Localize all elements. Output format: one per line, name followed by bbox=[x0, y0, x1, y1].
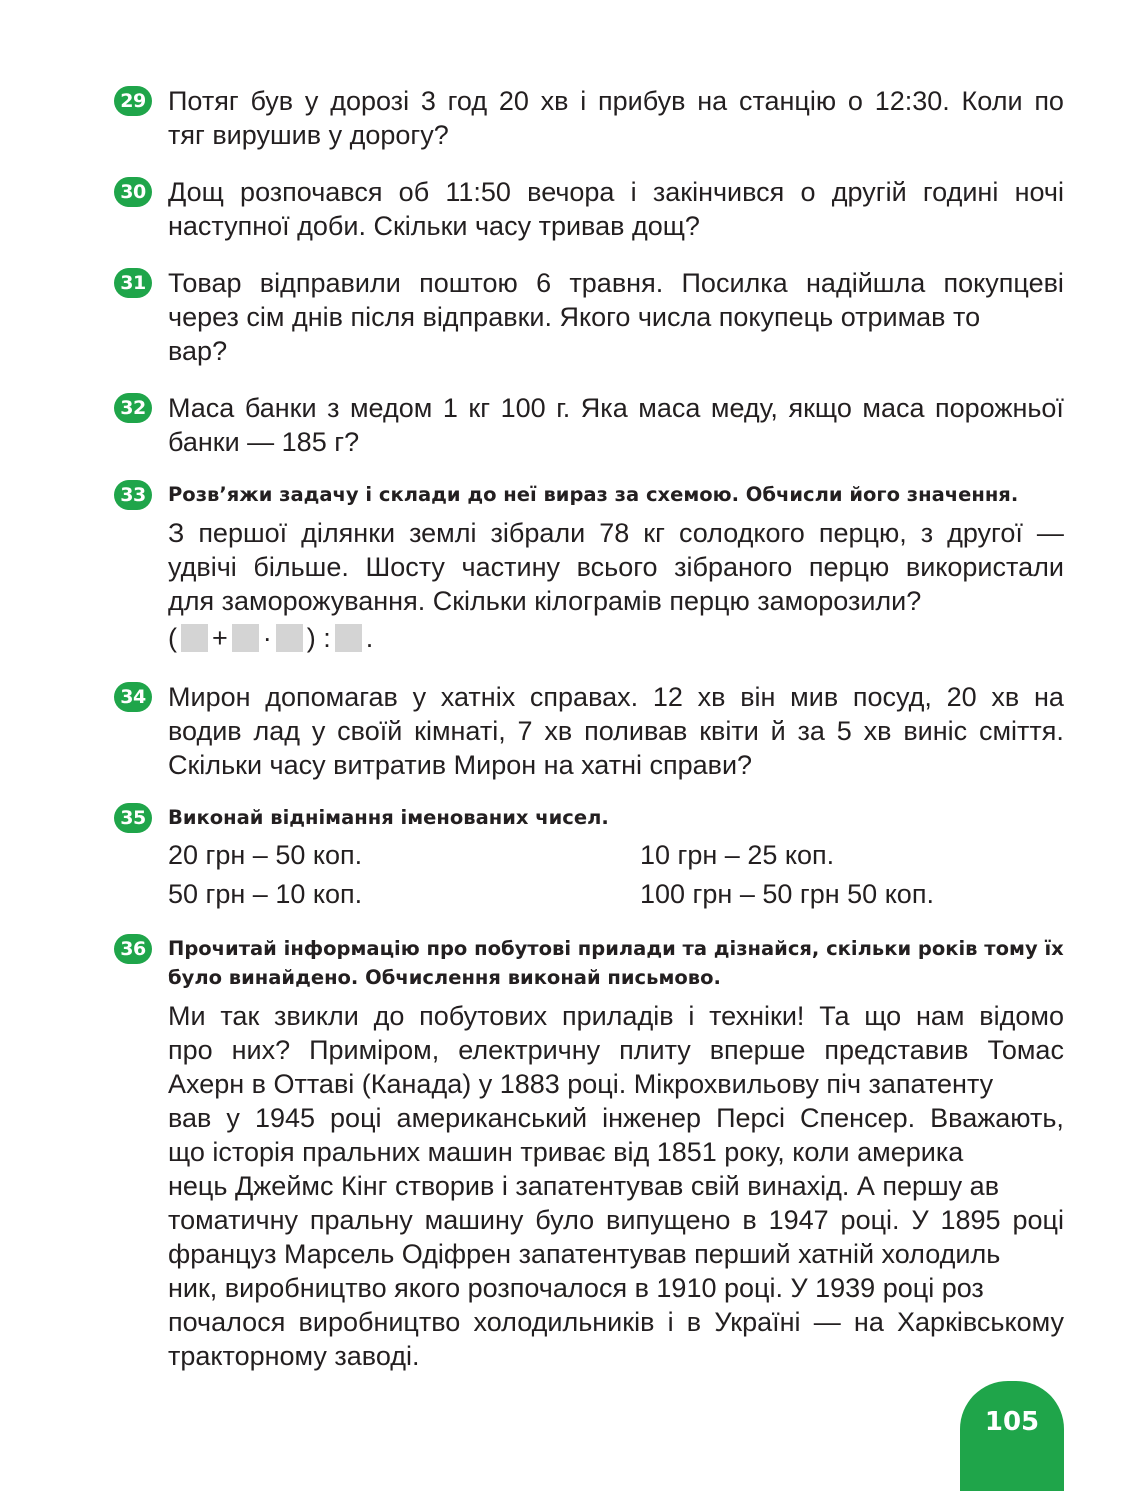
text-line: нець Джеймс Кінг створив і запатентував свій винахід. А першу ав bbox=[168, 1171, 1000, 1201]
text-line: Товар відправили поштою 6 травня. Посилка надійшла покупцеві bbox=[168, 268, 1064, 298]
text-line: водив лад у своїй кімнаті, 7 хв поливав квіти й за 5 хв виніс сміття. bbox=[168, 716, 1064, 746]
task-text bbox=[168, 391, 1064, 459]
task-33 bbox=[114, 478, 1064, 658]
text-line: Дощ розпочався об 11:50 вечора і закінчився о другій годині ночі bbox=[168, 177, 1064, 207]
text-line: Мирон допомагав у хатніх справах. 12 хв він мив посуд, 20 хв на bbox=[168, 682, 1064, 712]
text-line: ник, виробництво якого розпочалося в 1910 році. У 1939 році роз bbox=[168, 1273, 984, 1303]
text-line: Маса банки з медом 1 кг 100 г. Яка маса меду, якщо маса порожньої bbox=[168, 393, 1064, 423]
task-36 bbox=[114, 932, 1064, 1373]
task-text bbox=[168, 478, 1064, 658]
text-line: для заморожування. Скільки кілограмів перцю заморозили? bbox=[168, 586, 922, 616]
text-line: вав у 1945 році американський інженер Персі Спенсер. Вважають, bbox=[168, 1103, 1064, 1133]
text-line: вар? bbox=[168, 336, 228, 366]
text-line: про них? Приміром, електричну плиту вперше представив Томас bbox=[168, 1035, 1064, 1065]
close-paren-colon: ) : bbox=[306, 623, 331, 653]
task-number: 35 bbox=[114, 803, 152, 833]
task-instruction: Прочитай інформацію про побутові прилади та дізнайся, скільки років тому їх bbox=[168, 937, 1064, 960]
task-34 bbox=[114, 680, 1064, 782]
text-line: француз Марсель Одіфрен запатентував перший хатній холодиль bbox=[168, 1239, 1001, 1269]
exercise-item: 50 грн – 10 коп. bbox=[168, 879, 363, 909]
period: . bbox=[365, 623, 374, 653]
text-line: банки — 185 г? bbox=[168, 427, 360, 457]
page-number-tab bbox=[960, 1381, 1064, 1491]
task-text bbox=[168, 801, 1064, 914]
task-number: 36 bbox=[114, 934, 152, 964]
task-number: 29 bbox=[114, 86, 152, 116]
task-instruction: Розв’яжи задачу і склади до неї вираз за схемою. Обчисли його значення. bbox=[168, 483, 1019, 506]
task-30 bbox=[114, 175, 1064, 243]
text-line: через сім днів після відправки. Якого числа покупець отримав то bbox=[168, 302, 981, 332]
text-line: що історія пральних машин триває від 1851 року, коли америка bbox=[168, 1137, 964, 1167]
task-32 bbox=[114, 391, 1064, 459]
blank-box[interactable] bbox=[335, 624, 362, 652]
task-number: 30 bbox=[114, 177, 152, 207]
task-text bbox=[168, 84, 1064, 152]
blank-box[interactable] bbox=[276, 624, 303, 652]
exercise-item: 100 грн – 50 грн 50 коп. bbox=[640, 879, 934, 909]
page-number: 105 bbox=[984, 1407, 1040, 1437]
task-31 bbox=[114, 266, 1064, 368]
task-instruction: було винайдено. Обчислення виконай письмово. bbox=[168, 966, 721, 989]
task-number: 33 bbox=[114, 480, 152, 510]
expression-scheme bbox=[168, 618, 1064, 658]
task-35 bbox=[114, 801, 1064, 914]
blank-box[interactable] bbox=[232, 624, 259, 652]
text-line: наступної доби. Скільки часу тривав дощ? bbox=[168, 211, 700, 241]
text-line: почалося виробництво холодильників і в Україні — на Харківському bbox=[168, 1307, 1064, 1337]
plus-sign: + bbox=[212, 623, 228, 653]
blank-box[interactable] bbox=[181, 624, 208, 652]
text-line: Скільки часу витратив Мирон на хатні справи? bbox=[168, 750, 753, 780]
task-29 bbox=[114, 84, 1064, 152]
task-text bbox=[168, 266, 1064, 368]
task-number: 34 bbox=[114, 682, 152, 712]
text-line: Ахерн в Оттаві (Канада) у 1883 році. Мікрохвильову піч запатенту bbox=[168, 1069, 994, 1099]
task-number: 31 bbox=[114, 268, 152, 298]
text-line: З першої ділянки землі зібрали 78 кг солодкого перцю, з другої — bbox=[168, 518, 1064, 548]
task-text bbox=[168, 680, 1064, 782]
text-line: удвічі більше. Шосту частину всього зібраного перцю використали bbox=[168, 552, 1064, 582]
text-line: тяг вирушив у дорогу? bbox=[168, 120, 449, 150]
task-instruction: Виконай віднімання іменованих чисел. bbox=[168, 806, 609, 829]
text-line: Ми так звикли до побутових приладів і техніки! Та що нам відомо bbox=[168, 1001, 1064, 1031]
exercise-grid bbox=[168, 836, 1064, 914]
exercise-item: 20 грн – 50 коп. bbox=[168, 840, 363, 870]
text-line: Потяг був у дорозі 3 год 20 хв і прибув на станцію о 12:30. Коли по bbox=[168, 86, 1064, 116]
exercise-item: 10 грн – 25 коп. bbox=[640, 840, 835, 870]
text-line: томатичну пральну машину було випущено в 1947 році. У 1895 році bbox=[168, 1205, 1064, 1235]
task-text bbox=[168, 175, 1064, 243]
open-paren: ( bbox=[168, 623, 177, 653]
task-text bbox=[168, 932, 1064, 1373]
task-number: 32 bbox=[114, 393, 152, 423]
multiply-dot: · bbox=[262, 623, 272, 653]
text-line: тракторному заводі. bbox=[168, 1341, 420, 1371]
